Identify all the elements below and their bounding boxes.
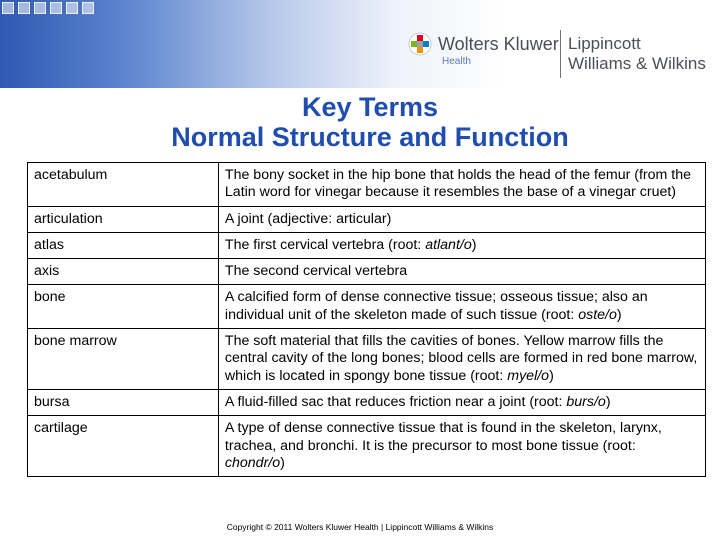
definition-suffix: ) <box>280 454 285 471</box>
definition-text: The first cervical vertebra (root: <box>224 236 426 253</box>
term-cell: articulation <box>28 206 219 232</box>
definition-cell: A joint (adjective: articular) <box>218 206 705 232</box>
decorative-grid <box>0 0 100 20</box>
root-text: burs/o <box>566 393 606 410</box>
definition-suffix: ) <box>605 393 611 410</box>
copyright-footer: Copyright © 2011 Wolters Kluwer Health | Lippincott Williams & Wilkins <box>226 522 494 532</box>
title-line-2: Normal Structure and Function <box>171 122 569 152</box>
logo-sub-text: Health <box>442 56 471 67</box>
table-row <box>28 232 706 258</box>
table-row <box>28 206 706 232</box>
root-text: myel/o <box>507 367 550 384</box>
table-row <box>28 416 706 477</box>
logo-brand-text: Wolters Kluwer <box>438 34 559 54</box>
definition-suffix: ) <box>616 306 622 323</box>
definition-cell: The bony socket in the hip bone that holds the head of the femur (from the Latin word for vinegar because it resembles the base of a vinegar cruet) <box>218 163 705 207</box>
definition-cell <box>218 232 705 258</box>
logo-divider <box>560 30 561 78</box>
definition-cell <box>218 285 705 329</box>
logo-partner-line2: Williams & Wilkins <box>568 54 706 73</box>
definition-suffix: ) <box>471 236 477 253</box>
definition-cell <box>218 329 705 390</box>
root-text: chondr/o <box>224 454 281 471</box>
logo-partner-line1: Lippincott <box>568 34 641 53</box>
wolters-kluwer-logo-icon <box>408 32 432 56</box>
root-text: atlant/o <box>425 236 472 253</box>
root-text: oste/o <box>578 306 617 323</box>
key-terms-table <box>27 162 706 477</box>
definition-cell <box>218 389 705 415</box>
slide-title <box>0 92 720 152</box>
table-row <box>28 389 706 415</box>
title-line-1: Key Terms <box>301 92 439 122</box>
definition-text: A fluid-filled sac that reduces friction near a joint (root: <box>224 393 567 410</box>
term-cell: atlas <box>28 232 219 258</box>
definition-suffix: ) <box>549 367 554 384</box>
term-cell: axis <box>28 259 219 285</box>
definition-text: A calcified form of dense connective tissue; osseous tissue; also an individual unit of the skeleton made of such tissue (root: <box>224 289 648 323</box>
definition-cell <box>218 416 705 477</box>
definition-cell: The second cervical vertebra <box>218 259 705 285</box>
table-row <box>28 163 706 207</box>
table-row <box>28 329 706 390</box>
definition-text: A type of dense connective tissue that is found in the skeleton, larynx, trachea, and bronchi. It is the precursor to most bone tissue (root: <box>224 420 662 454</box>
term-cell: acetabulum <box>28 163 219 207</box>
table-row <box>28 285 706 329</box>
term-cell: bone <box>28 285 219 329</box>
table-row <box>28 259 706 285</box>
logo-partner-text <box>568 34 706 74</box>
definition-text: The soft material that fills the cavities of bones. Yellow marrow fills the central cavity of the long bones; blood cells are formed in red bone marrow, which is located in spongy bone tissue (root: <box>224 333 698 384</box>
term-cell: bone marrow <box>28 329 219 390</box>
term-cell: cartilage <box>28 416 219 477</box>
term-cell: bursa <box>28 389 219 415</box>
